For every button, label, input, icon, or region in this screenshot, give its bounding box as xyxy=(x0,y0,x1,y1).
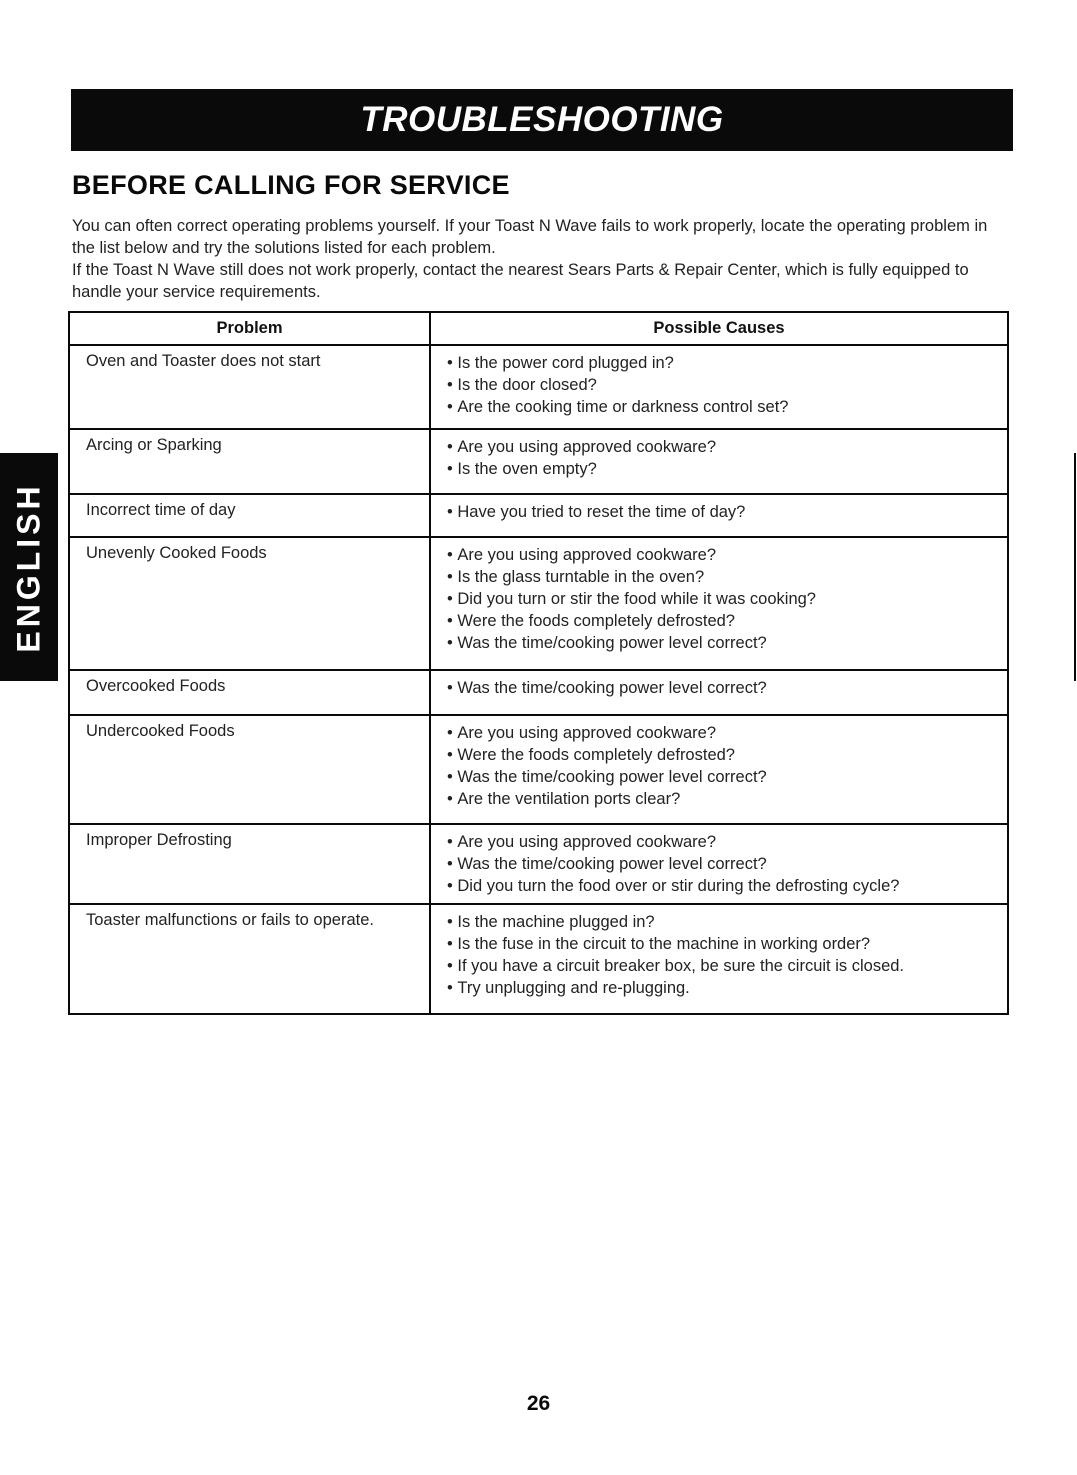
cause-item: • Have you tried to reset the time of day? xyxy=(447,501,991,523)
section-title: BEFORE CALLING FOR SERVICE xyxy=(72,170,510,200)
causes-list xyxy=(447,831,991,897)
intro-paragraph-1: You can often correct operating problems yourself. If your Toast N Wave fails to work properly, locate the operating problem in the list below and try the solutions listed for each problem. xyxy=(72,217,988,257)
problem-cell: Toaster malfunctions or fails to operate. xyxy=(69,904,430,1014)
cause-item: • Are the cooking time or darkness control set? xyxy=(447,396,991,418)
problem-cell: Oven and Toaster does not start xyxy=(69,345,430,429)
causes-list xyxy=(447,911,991,999)
banner-title: TROUBLESHOOTING xyxy=(360,100,724,139)
causes-cell xyxy=(430,429,1008,494)
cause-item: • Is the power cord plugged in? xyxy=(447,352,991,374)
table-row xyxy=(69,429,1008,494)
cause-item: • Are you using approved cookware? xyxy=(447,544,991,566)
language-side-tab xyxy=(0,453,58,681)
causes-cell xyxy=(430,537,1008,670)
causes-cell xyxy=(430,670,1008,715)
table-row xyxy=(69,494,1008,537)
cause-item: • Is the glass turntable in the oven? xyxy=(447,566,991,588)
problem-cell: Unevenly Cooked Foods xyxy=(69,537,430,670)
cause-item: • Is the machine plugged in? xyxy=(447,911,991,933)
causes-list xyxy=(447,722,991,810)
table-row xyxy=(69,345,1008,429)
cause-item: • Was the time/cooking power level correct? xyxy=(447,766,991,788)
cause-item: • Are you using approved cookware? xyxy=(447,436,991,458)
right-edge-rule xyxy=(1074,453,1076,681)
cause-item: • Is the oven empty? xyxy=(447,458,991,480)
table-row xyxy=(69,824,1008,904)
causes-list xyxy=(447,352,991,418)
header-problem: Problem xyxy=(69,312,430,345)
table-row xyxy=(69,904,1008,1014)
problem-cell: Overcooked Foods xyxy=(69,670,430,715)
cause-item: • Did you turn the food over or stir during the defrosting cycle? xyxy=(447,875,991,897)
cause-item: • Are the ventilation ports clear? xyxy=(447,788,991,810)
cause-item: • Were the foods completely defrosted? xyxy=(447,610,991,632)
cause-item: • If you have a circuit breaker box, be sure the circuit is closed. xyxy=(447,955,991,977)
causes-cell xyxy=(430,824,1008,904)
causes-list xyxy=(447,677,991,699)
causes-list xyxy=(447,436,991,480)
cause-item: • Is the door closed? xyxy=(447,374,991,396)
intro-text xyxy=(72,215,1002,303)
causes-cell xyxy=(430,904,1008,1014)
language-label: ENGLISH xyxy=(10,481,47,653)
causes-cell xyxy=(430,494,1008,537)
causes-cell xyxy=(430,345,1008,429)
causes-list xyxy=(447,501,991,523)
table-body xyxy=(69,345,1008,1014)
troubleshooting-table xyxy=(68,311,1009,1015)
cause-item: • Is the fuse in the circuit to the machine in working order? xyxy=(447,933,991,955)
cause-item: • Was the time/cooking power level correct? xyxy=(447,677,991,699)
table-row xyxy=(69,715,1008,824)
cause-item: • Were the foods completely defrosted? xyxy=(447,744,991,766)
problem-cell: Undercooked Foods xyxy=(69,715,430,824)
page-number: 26 xyxy=(526,1392,551,1415)
cause-item: • Was the time/cooking power level correct? xyxy=(447,632,991,654)
header-possible-causes: Possible Causes xyxy=(430,312,1008,345)
table-row xyxy=(69,537,1008,670)
problem-cell: Improper Defrosting xyxy=(69,824,430,904)
intro-paragraph-2: If the Toast N Wave still does not work properly, contact the nearest Sears Parts & Repair Center, which is fully equipped to handle your service requirements. xyxy=(72,261,969,301)
cause-item: • Did you turn or stir the food while it was cooking? xyxy=(447,588,991,610)
causes-cell xyxy=(430,715,1008,824)
problem-cell: Arcing or Sparking xyxy=(69,429,430,494)
table-row xyxy=(69,670,1008,715)
cause-item: • Try unplugging and re-plugging. xyxy=(447,977,991,999)
cause-item: • Are you using approved cookware? xyxy=(447,831,991,853)
cause-item: • Was the time/cooking power level correct? xyxy=(447,853,991,875)
title-banner xyxy=(71,89,1013,151)
table-header-row xyxy=(69,312,1008,345)
cause-item: • Are you using approved cookware? xyxy=(447,722,991,744)
problem-cell: Incorrect time of day xyxy=(69,494,430,537)
causes-list xyxy=(447,544,991,654)
